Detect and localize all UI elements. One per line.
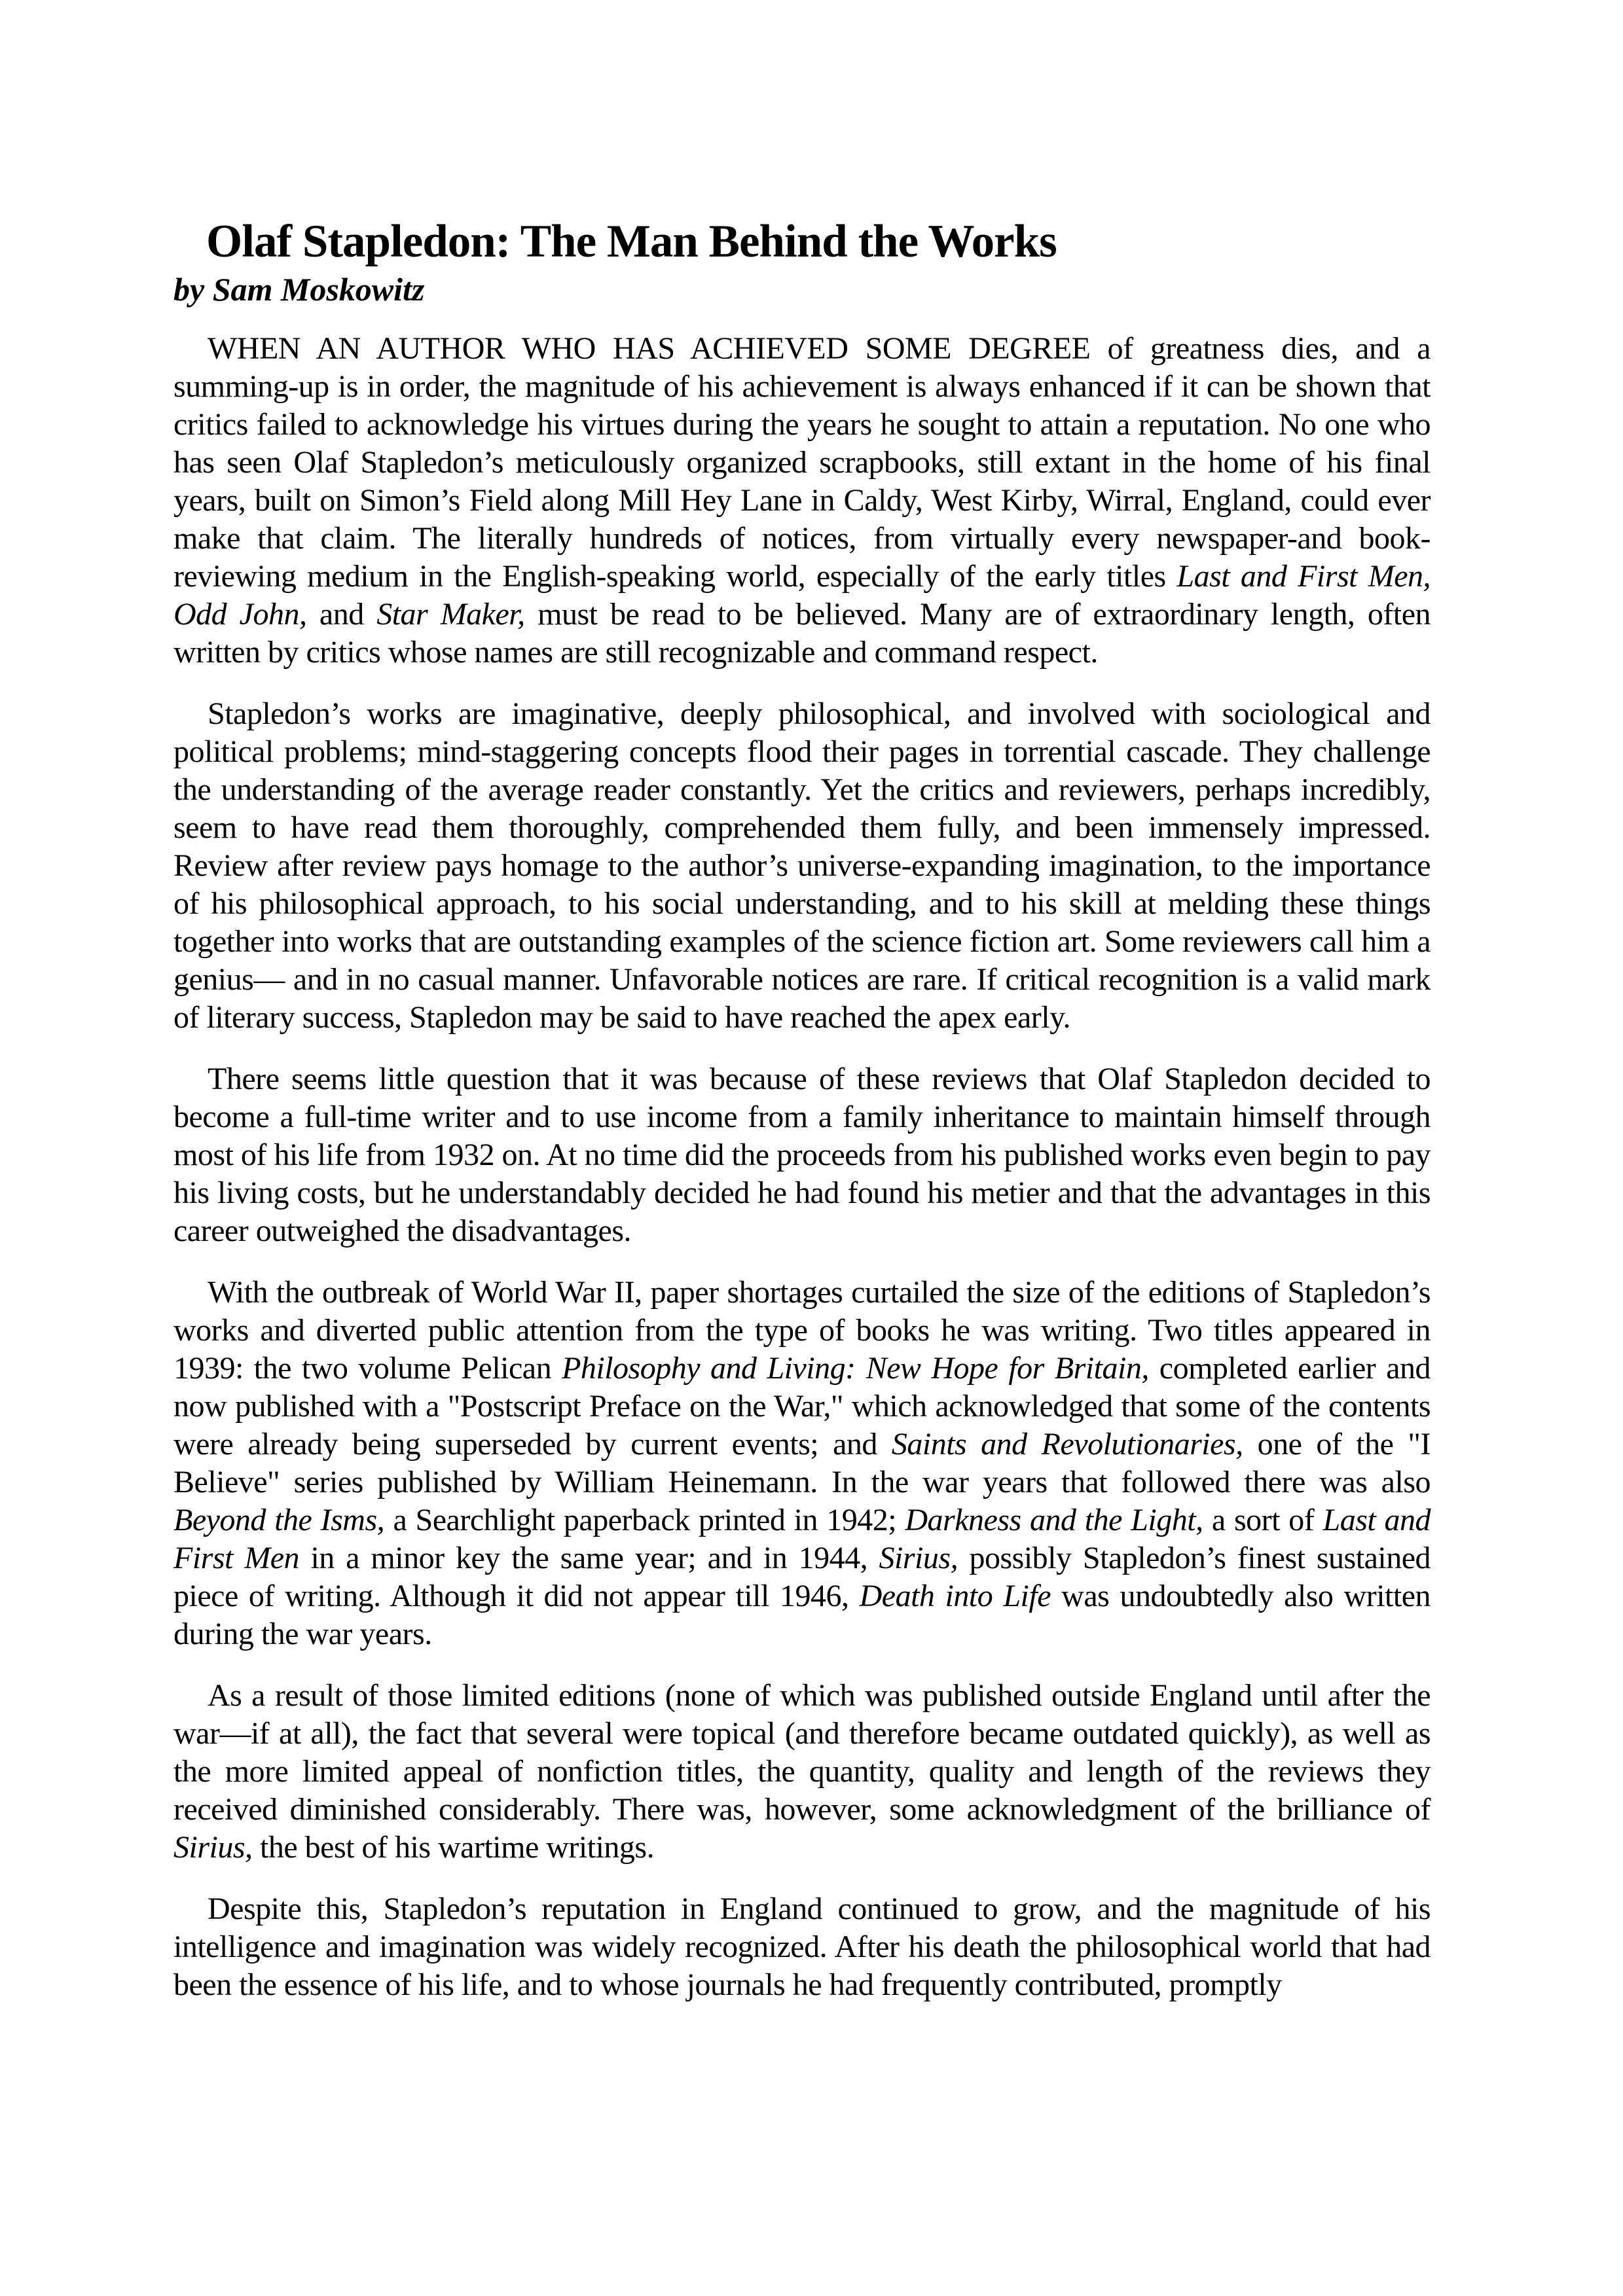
paragraph bbox=[173, 695, 1431, 1037]
text-run: and bbox=[306, 596, 377, 632]
italic-text-run: Last and First Men, Odd John, bbox=[173, 558, 1431, 632]
italic-text-run: Sirius, bbox=[173, 1829, 253, 1865]
italic-text-run: Last and First Men bbox=[173, 1502, 1431, 1575]
italic-text-run: Sirius, bbox=[879, 1540, 958, 1575]
text-run: one of the "I Believe" series published by William Heinemann. In the war years that followed there was also bbox=[173, 1426, 1431, 1499]
italic-text-run: Death into Life bbox=[859, 1578, 1051, 1613]
paragraph bbox=[173, 1274, 1431, 1653]
article-body bbox=[173, 330, 1431, 2004]
paragraph bbox=[173, 1060, 1431, 1250]
article-title: Olaf Stapledon: The Man Behind the Works bbox=[206, 216, 1057, 267]
text-run: possibly Stapledon’s finest sustained piece of writing. Although it did not appear till 1946, bbox=[173, 1540, 1431, 1613]
italic-text-run: Saints and Revolutionaries, bbox=[891, 1426, 1243, 1462]
article bbox=[173, 216, 1431, 2004]
text-run: must be read to be believed. Many are of extraordinary length, often written by critics whose names are still recognizable and command respect. bbox=[173, 596, 1431, 670]
paragraph bbox=[173, 1890, 1431, 2004]
text-run: completed earlier and now published with a "Postscript Preface on the War," which acknowledged that some of the contents were already being superseded by current events; and bbox=[173, 1350, 1431, 1462]
text-run: the best of his wartime writings. bbox=[252, 1829, 655, 1865]
text-run: was undoubtedly also written during the war years. bbox=[173, 1578, 1431, 1651]
article-byline: by Sam Moskowitz bbox=[173, 271, 425, 308]
text-run: Despite this, Stapledon’s reputation in England continued to grow, and the magnitude of his intelligence and imagination was widely recognized. After his death the philosophical world that had been the essence of his life, and to whose journals he had frequently contributed, promptly bbox=[173, 1891, 1431, 2002]
italic-text-run: Darkness and the Light, bbox=[905, 1502, 1203, 1537]
paragraph bbox=[173, 1677, 1431, 1867]
italic-text-run: Philosophy and Living: New Hope for Britain, bbox=[562, 1350, 1149, 1386]
italic-text-run: Beyond the Isms, bbox=[173, 1502, 385, 1537]
text-run: in a minor key the same year; and in 1944, bbox=[299, 1540, 879, 1575]
text-run: a Searchlight paperback printed in 1942; bbox=[384, 1502, 905, 1537]
paragraph bbox=[173, 330, 1431, 672]
text-run: WHEN AN AUTHOR WHO HAS ACHIEVED SOME DEGREE of greatness dies, and a summing-up is in order, the magnitude of his achievement is always enhanced if it can be shown that critics failed to acknowledge his virtues during the years he sought to attain a reputation. No one who has seen Olaf Stapledon’s meticulously organized scrapbooks, still extant in the home of his final years, built on Simon’s Field along Mill Hey Lane in Caldy, West Kirby, Wirral, England, could ever make that claim. The literally hundreds of notices, from virtually every newspaper-and book-reviewing medium in the English-speaking world, especially of the early titles bbox=[173, 331, 1431, 594]
italic-text-run: Star Maker, bbox=[376, 596, 525, 632]
text-run: Stapledon’s works are imaginative, deeply philosophical, and involved with sociological and political problems; mind-staggering concepts flood their pages in torrential cascade. They challenge the understanding of the average reader constantly. Yet the critics and reviewers, perhaps incredibly, seem to have read them thoroughly, comprehended them fully, and been immensely impressed. Review after review pays homage to the author’s universe-expanding imagination, to the importance of his philosophical approach, to his social understanding, and to his skill at melding these things together into works that are outstanding examples of the science fiction art. Some reviewers call him a genius— and in no casual manner. Unfavorable notices are rare. If critical recognition is a valid mark of literary success, Stapledon may be said to have reached the apex early. bbox=[173, 696, 1431, 1035]
text-run: As a result of those limited editions (none of which was published outside England until after the war—if at all), the fact that several were topical (and therefore became outdated quickly), as well as the more limited appeal of nonfiction titles, the quantity, quality and length of the reviews they received diminished considerably. There was, however, some acknowledgment of the brilliance of bbox=[173, 1677, 1431, 1827]
text-run: There seems little question that it was because of these reviews that Olaf Stapledon decided to become a full-time writer and to use income from a family inheritance to maintain himself through most of his life from 1932 on. At no time did the proceeds from his published works even begin to pay his living costs, but he understandably decided he had found his metier and that the advantages in this career outweighed the disadvantages. bbox=[173, 1061, 1431, 1248]
text-run: a sort of bbox=[1203, 1502, 1323, 1537]
text-run: With the outbreak of World War II, paper shortages curtailed the size of the editions of Stapledon’s works and diverted public attention from the type of books he was writing. Two titles appeared in 1939: the two volume Pelican bbox=[173, 1274, 1431, 1386]
